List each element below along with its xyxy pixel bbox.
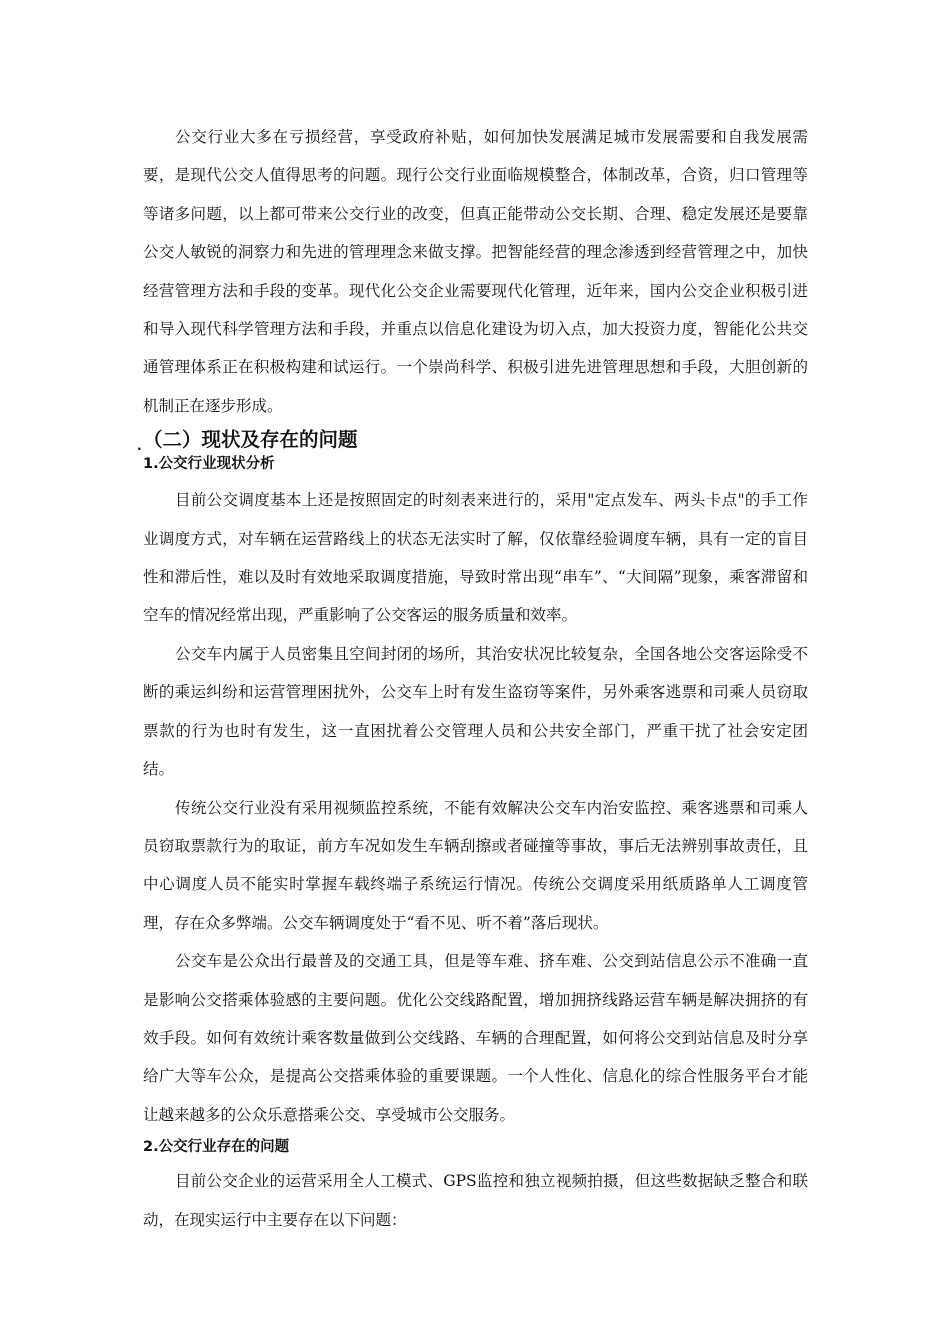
subsection-heading-status: 1.公交行业现状分析: [143, 456, 275, 473]
section-marker: .: [137, 439, 142, 454]
status-paragraph-3: 传统公交行业没有采用视频监控系统，不能有效解决公交车内治安监控、乘客逃票和司乘人员窃取票款行为的取证，前方车况如发生车辆刮擦或者碰撞等事故，事后无法辨别事故责任，且中心调度人员不能实时掌握车载终端子系统运行情况。传统公交调度采用纸质路单人工调度管理，存在众多弊端。公交车辆调度处于“看不见、听不着”落后现状。: [143, 798, 808, 932]
document-body: [137, 118, 808, 1239]
intro-paragraph: 公交行业大多在亏损经营，享受政府补贴，如何加快发展满足城市发展需要和自我发展需要，是现代公交人值得思考的问题。现行公交行业面临规模整合，体制改革，合资，归口管理等等诸多问题，以上都可带来公交行业的改变，但真正能带动公交长期、合理、稳定发展还是要靠公交人敏锐的洞察力和先进的管理理念来做支撑。把智能经营的理念渗透到经营管理之中，加快经营管理方法和手段的变革。现代化公交企业需要现代化管理，近年来，国内公交企业积极引进和导入现代科学管理方法和手段，并重点以信息化建设为切入点，加大投资力度，智能化公共交通管理体系正在积极构建和试运行。一个崇尚科学、积极引进先进管理思想和手段，大胆创新的机制正在逐步形成。: [143, 128, 808, 415]
problems-paragraph-1: 目前公交企业的运营采用全人工模式、GPS监控和独立视频拍摄，但这些数据缺乏整合和联动，在现实运行中主要存在以下问题：: [143, 1172, 808, 1229]
section-heading-text: （二）现状及存在的问题: [143, 428, 358, 452]
status-paragraph-2: 公交车内属于人员密集且空间封闭的场所，其治安状况比较复杂，全国各地公交客运除受不断的乘运纠纷和运营管理困扰外，公交车上时有发生盗窃等案件，另外乘客逃票和司乘人员窃取票款的行为也时有发生，这一直困扰着公交管理人员和公共安全部门，严重干扰了社会安定团结。: [143, 644, 808, 779]
status-paragraph-1: 目前公交调度基本上还是按照固定的时刻表来进行的，采用"定点发车、两头卡点"的手工作业调度方式，对车辆在运营路线上的状态无法实时了解，仅依靠经验调度车辆，具有一定的盲目性和滞后性，难以及时有效地采取调度措施，导致时常出现“串车”、“大间隔”现象，乘客滞留和空车的情况经常出现，严重影响了公交客运的服务质量和效率。: [143, 491, 808, 625]
section-heading: [137, 427, 808, 454]
subsection-heading-problems: 2.公交行业存在的问题: [143, 1139, 290, 1156]
status-paragraph-4: 公交车是公众出行最普及的交通工具，但是等车难、挤车难、公交到站信息公示不准确一直是影响公交搭乘体验感的主要问题。优化公交线路配置，增加拥挤线路运营车辆是解决拥挤的有效手段。如何有效统计乘客数量做到公交线路、车辆的合理配置，如何将公交到站信息及时分享给广大等车公众，是提高公交搭乘体验的重要课题。一个人性化、信息化的综合性服务平台才能让越来越多的公众乐意搭乘公交、享受城市公交服务。: [143, 952, 808, 1124]
